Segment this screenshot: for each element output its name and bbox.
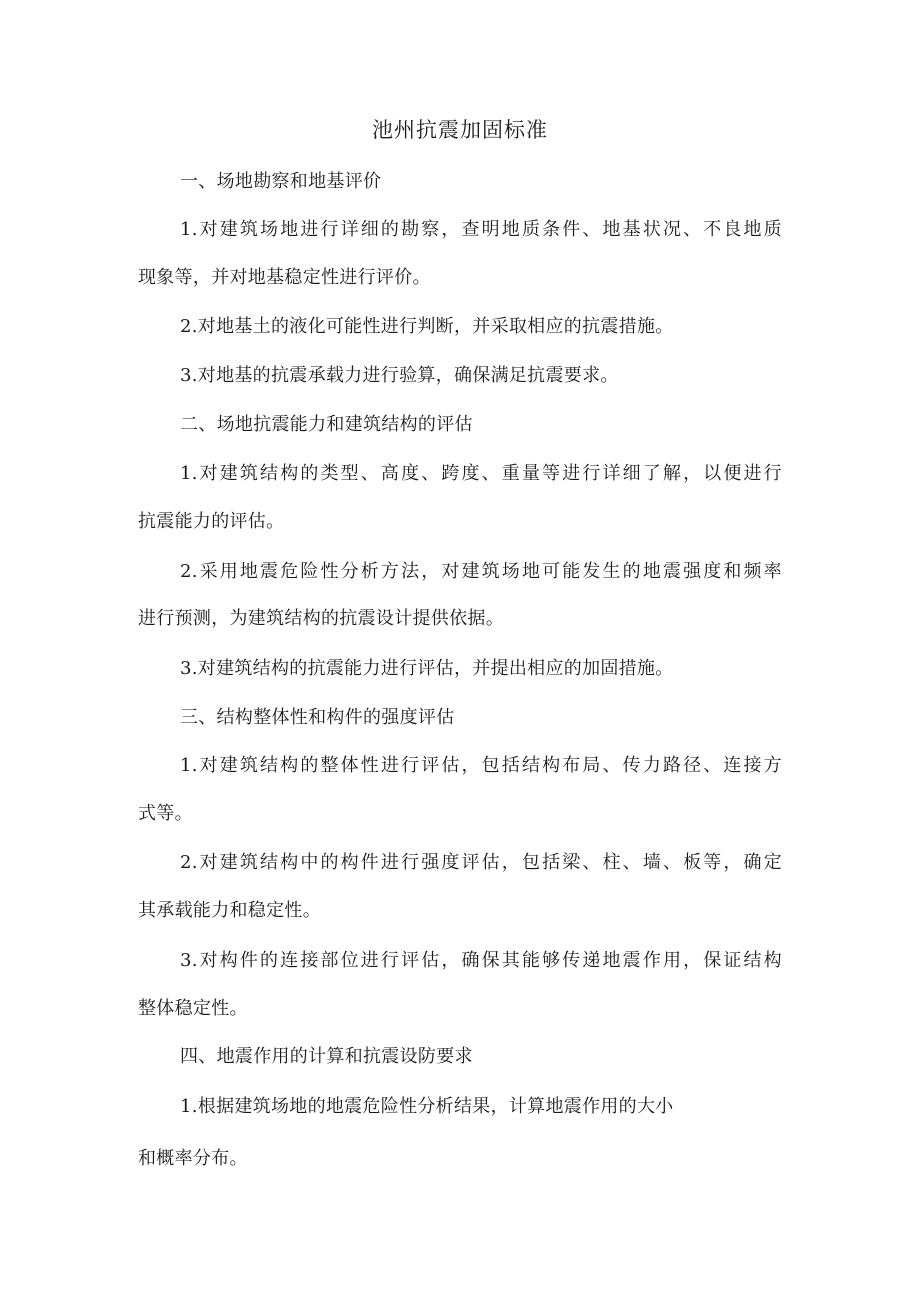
section-heading-4: 四、地震作用的计算和抗震设防要求: [180, 1046, 473, 1067]
paragraph-line: 3.对建筑结构的抗震能力进行评估，并提出相应的加固措施。: [180, 658, 674, 679]
paragraph-line: 1.对建筑结构的类型、高度、跨度、重量等进行详细了解，以便进行: [180, 463, 782, 484]
paragraph-line: 进行预测，为建筑结构的抗震设计提供依据。: [138, 608, 504, 629]
paragraph-line: 其承载能力和稳定性。: [138, 900, 321, 921]
paragraph-line: 和概率分布。: [138, 1148, 248, 1169]
paragraph-line: 整体稳定性。: [138, 998, 248, 1019]
section-heading-2: 二、场地抗震能力和建筑结构的评估: [180, 414, 473, 435]
paragraph-line: 1.对建筑结构的整体性进行评估，包括结构布局、传力路径、连接方: [180, 755, 782, 776]
paragraph-line: 2.对地基土的液化可能性进行判断，并采取相应的抗震措施。: [180, 316, 674, 337]
paragraph-line: 3.对构件的连接部位进行评估，确保其能够传递地震作用，保证结构: [180, 950, 782, 971]
document-title: 池州抗震加固标准: [372, 118, 548, 142]
paragraph-line: 1.对建筑场地进行详细的勘察，查明地质条件、地基状况、不良地质: [180, 219, 782, 240]
paragraph-line: 现象等，并对地基稳定性进行评价。: [138, 267, 431, 288]
section-heading-3: 三、结构整体性和构件的强度评估: [180, 707, 455, 728]
section-heading-1: 一、场地勘察和地基评价: [180, 171, 382, 192]
paragraph-line: 2.采用地震危险性分析方法，对建筑场地可能发生的地震强度和频率: [180, 561, 782, 582]
paragraph-line: 3.对地基的抗震承载力进行验算，确保满足抗震要求。: [180, 365, 619, 386]
paragraph-line: 2.对建筑结构中的构件进行强度评估，包括梁、柱、墙、板等，确定: [180, 852, 782, 873]
paragraph-line: 抗震能力的评估。: [138, 511, 285, 532]
paragraph-line: 1.根据建筑场地的地震危险性分析结果，计算地震作用的大小: [180, 1096, 674, 1117]
paragraph-line: 式等。: [138, 803, 193, 824]
